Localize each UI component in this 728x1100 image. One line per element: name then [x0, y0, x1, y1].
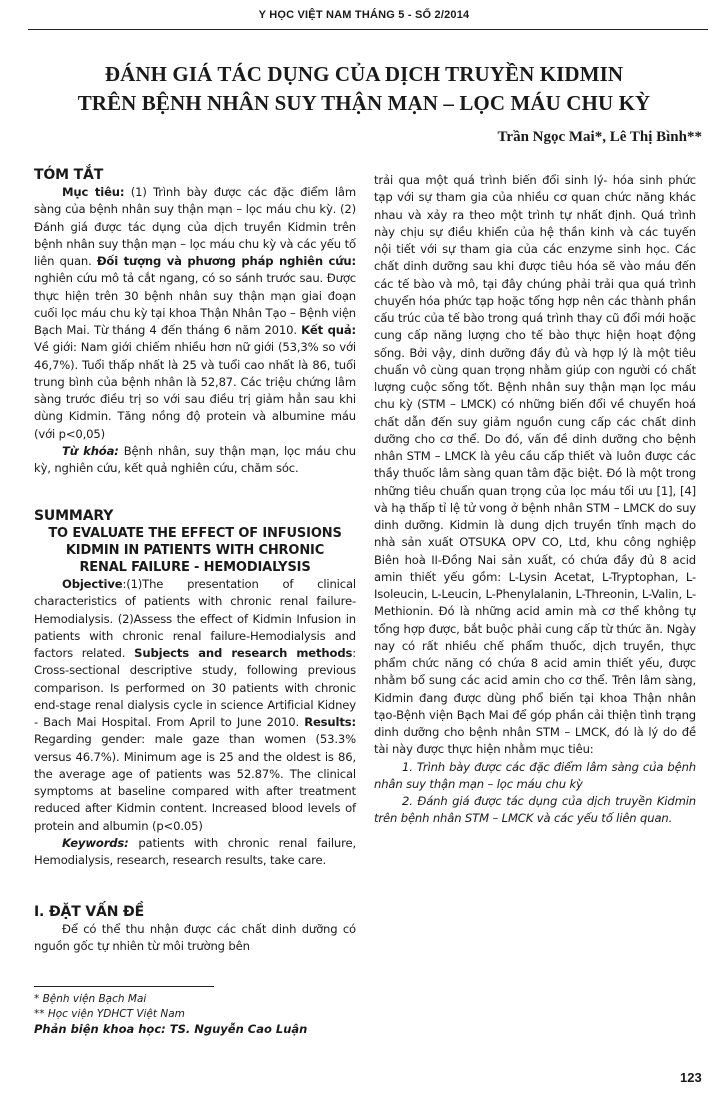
summary-title-line: KIDMIN IN PATIENTS WITH CHRONIC [65, 543, 325, 558]
abstract-vi-heading: TÓM TẮT [34, 167, 104, 183]
abstract-vi-body [34, 184, 356, 443]
intro-paragraph-start: Để có thể thu nhận được các chất dinh dưỡng có nguồn gốc tự nhiên từ môi trường bên [34, 922, 356, 954]
footnote-rule [34, 986, 214, 987]
summary-title-line: TO EVALUATE THE EFFECT OF INFUSIONS [48, 526, 342, 541]
summary-body [34, 576, 356, 835]
objective-item-2: 2. Đánh giá được tác dụng của dịch truyền Kidmin trên bệnh nhân STM – LMCK và các yếu tố liên quan. [374, 794, 696, 826]
results-text: Về giới: Nam giới chiếm nhiều hơn nữ giới (53,3% so với 46,7%). Tuổi thấp nhất là 25 và tuổi cao nhất là 86, tuổi trung bình của bệnh nhân là 52,87. Các triệu chứng lâm sàng trước điều trị so với sau điều trị giảm hẳn sau khi dùng Kidmin. Tăng nồng độ protein và albumine máu (với p<0,05) [34, 340, 356, 441]
objective-label: Mục tiêu: [62, 185, 125, 199]
methods-label: Subjects and research methods [134, 646, 353, 660]
footnotes [34, 992, 307, 1037]
objective-text: :(1)The presentation of clinical characteristics of patients with chronic renal failure-Hemodialysis. (2)Assess the effect of Kidmin Infusion in patients with chronic renal failure-Hemodialysis and factors related. [34, 577, 356, 660]
methods-text: : Cross-sectional descriptive study, following previous comparison. Is performed on 30 patients with chronic end-stage renal dialysis cycle in science Artificial Kidney - Bach Mai Hospital. From April to June 2010. [34, 646, 357, 729]
methods-text: nghiên cứu mô tả cắt ngang, có so sánh trước sau. Được thực hiện trên 30 bệnh nhân suy thận mạn giai đoạn cuối lọc máu chu kỳ tại khoa Thận Nhân Tạo – Bệnh viện Bạch Mai. Từ tháng 4 đến tháng 6 năm 2010. [34, 271, 356, 337]
abstract-vi-keywords [34, 443, 356, 478]
intro-right [374, 172, 696, 1052]
summary-en [34, 507, 356, 869]
results-text: Regarding gender: male gaze than women (53.3% versus 46.7%). Minimum age is 25 and the oldest is 86, the average age of patients was 52.87%. The clinical symptoms at baseline compared with after treatment reduced after Kidmin content. Increased blood levels of protein and albumin (p<0.05) [34, 732, 356, 833]
intro-left [34, 903, 356, 956]
authors: Trần Ngọc Mai*, Lê Thị Bình** [497, 129, 702, 145]
title-line-2: TRÊN BỆNH NHÂN SUY THẬN MẠN – LỌC MÁU CHU KỲ [77, 91, 651, 115]
summary-heading: SUMMARY [34, 508, 114, 524]
keywords-text: patients with chronic renal failure, Hemodialysis, research, research results, take care. [34, 835, 356, 867]
summary-keywords [34, 835, 356, 870]
objective-item-1: 1. Trình bày được các đặc điểm lâm sàng của bệnh nhân suy thận mạn – lọc máu chu kỳ [374, 759, 696, 791]
summary-title [34, 525, 356, 576]
running-header: Y HỌC VIỆT NAM THÁNG 5 - SỐ 2/2014 [258, 9, 470, 21]
intro-paragraph: trải qua một quá trình biến đổi sinh lý- hóa sinh phức tạp với sự tham gia của nhiều cơ quan chức năng khác nhau và xảy ra theo một trình tự nhất định. Quá trình này chịu sự điều khiển của hệ thần kinh và các tuyến nội tiết với sự tham gia của các enzyme sinh học. Các chất dinh dưỡng sau khi được tiêu hóa sẽ vào máu đến các tế bào và mô, tại đây chúng phải trải qua quá trình chuyển hóa phức tạp hoặc tổng hợp nên các thành phần cấu trúc của tế bào trong quá trình thay cũ đổi mới hoặc cung cấp năng lượng cho tế bào thực hiện hoạt động sống. Bởi vậy, dinh dưỡng đầy đủ và hợp lý là một tiêu chuẩn vô cùng quan trọng nhằm giúp con người có chất lượng cuộc sống tốt. Bệnh nhân suy thận mạn lọc máu chu kỳ (STM – LMCK) có những biến đổi về chuyển hoá chất dẫn đến suy giảm nguồn cung cấp các chất dinh dưỡng cho cơ thể. Do đó, vấn đề dinh dưỡng cho bệnh nhân STM – LMCK là yêu cầu cấp thiết và luôn được các thầy thuốc lâm sàng quan tâm đặc biệt. Đó là một trong những tiêu chuẩn quan trọng của lọc máu tối ưu [1], [4] và hạ thấp tỉ lệ tử vong ở bệnh nhân STM – LMCK do suy dinh dưỡng. Kidmin là dung dịch truyền tĩnh mạch do nhà sản xuất OTSUKA OPV CO, Ltd, khu công nghiệp Biên hoà II-Đồng Nai sản xuất, có chứa đầy đủ 8 acid amin thiết yếu gồm: L-Lysin Acetat, L-Tryptophan, L-Isoleucin, L-Leucin, L-Phenylalanin, L-Threonin, L-Valin, L-Methionin. Đó là những acid amin mà cơ thể không tự tổng hợp được, bắt buộc phải cung cấp từ thức ăn. Ngày nay có rất nhiều chế phẩm thuốc, dịch truyền, thực phẩm chức năng có chứa 8 acid amin thiết yếu, được nhằm bổ sung các acid amin cho cơ thể. Trên lâm sàng, Kidmin đang được dùng phổ biến tại khoa Thận nhân tạo-Bệnh viện Bạch Mai để góp phần cải thiện tình trạng dinh dưỡng cho bệnh nhân STM – LMCK, đó là lý do đề tài này được thực hiện nhằm mục tiêu: [374, 173, 696, 757]
objective-label: Objective [62, 577, 123, 591]
title-line-1: ĐÁNH GIÁ TÁC DỤNG CỦA DỊCH TRUYỀN KIDMIN [104, 62, 624, 86]
objective-text: (1) Trình bày được các đặc điểm lâm sàng của bệnh nhân suy thận mạn – lọc máu chu kỳ. (2) Đánh giá được tác dụng của dịch truyền Kidmin trên bệnh nhân suy thận mạn – lọc máu chu kỳ và các yếu tố liên quan. [34, 185, 356, 268]
abstract-vi [34, 166, 356, 477]
page-number: 123 [680, 1070, 702, 1085]
intro-heading: I. ĐẶT VẤN ĐỀ [34, 904, 144, 920]
affiliation-1: * Bệnh viện Bạch Mai [34, 993, 147, 1005]
reviewer: Phản biện khoa học: TS. Nguyễn Cao Luận [34, 1022, 308, 1036]
article-title [0, 60, 728, 118]
affiliation-2: ** Học viện YDHCT Việt Nam [34, 1008, 185, 1020]
results-label: Kết quả: [301, 323, 356, 337]
results-label: Results: [304, 715, 356, 729]
keywords-label: Từ khóa: [62, 443, 119, 458]
header-rule [28, 29, 708, 30]
keywords-text: Bệnh nhân, suy thận mạn, lọc máu chu kỳ, nghiên cứu, kết quả nghiên cứu, chăm sóc. [34, 443, 356, 475]
methods-label: Đối tượng và phương pháp nghiên cứu: [96, 254, 356, 268]
summary-title-line: RENAL FAILURE - HEMODIALYSIS [79, 560, 311, 575]
keywords-label: Keywords: [62, 835, 129, 850]
